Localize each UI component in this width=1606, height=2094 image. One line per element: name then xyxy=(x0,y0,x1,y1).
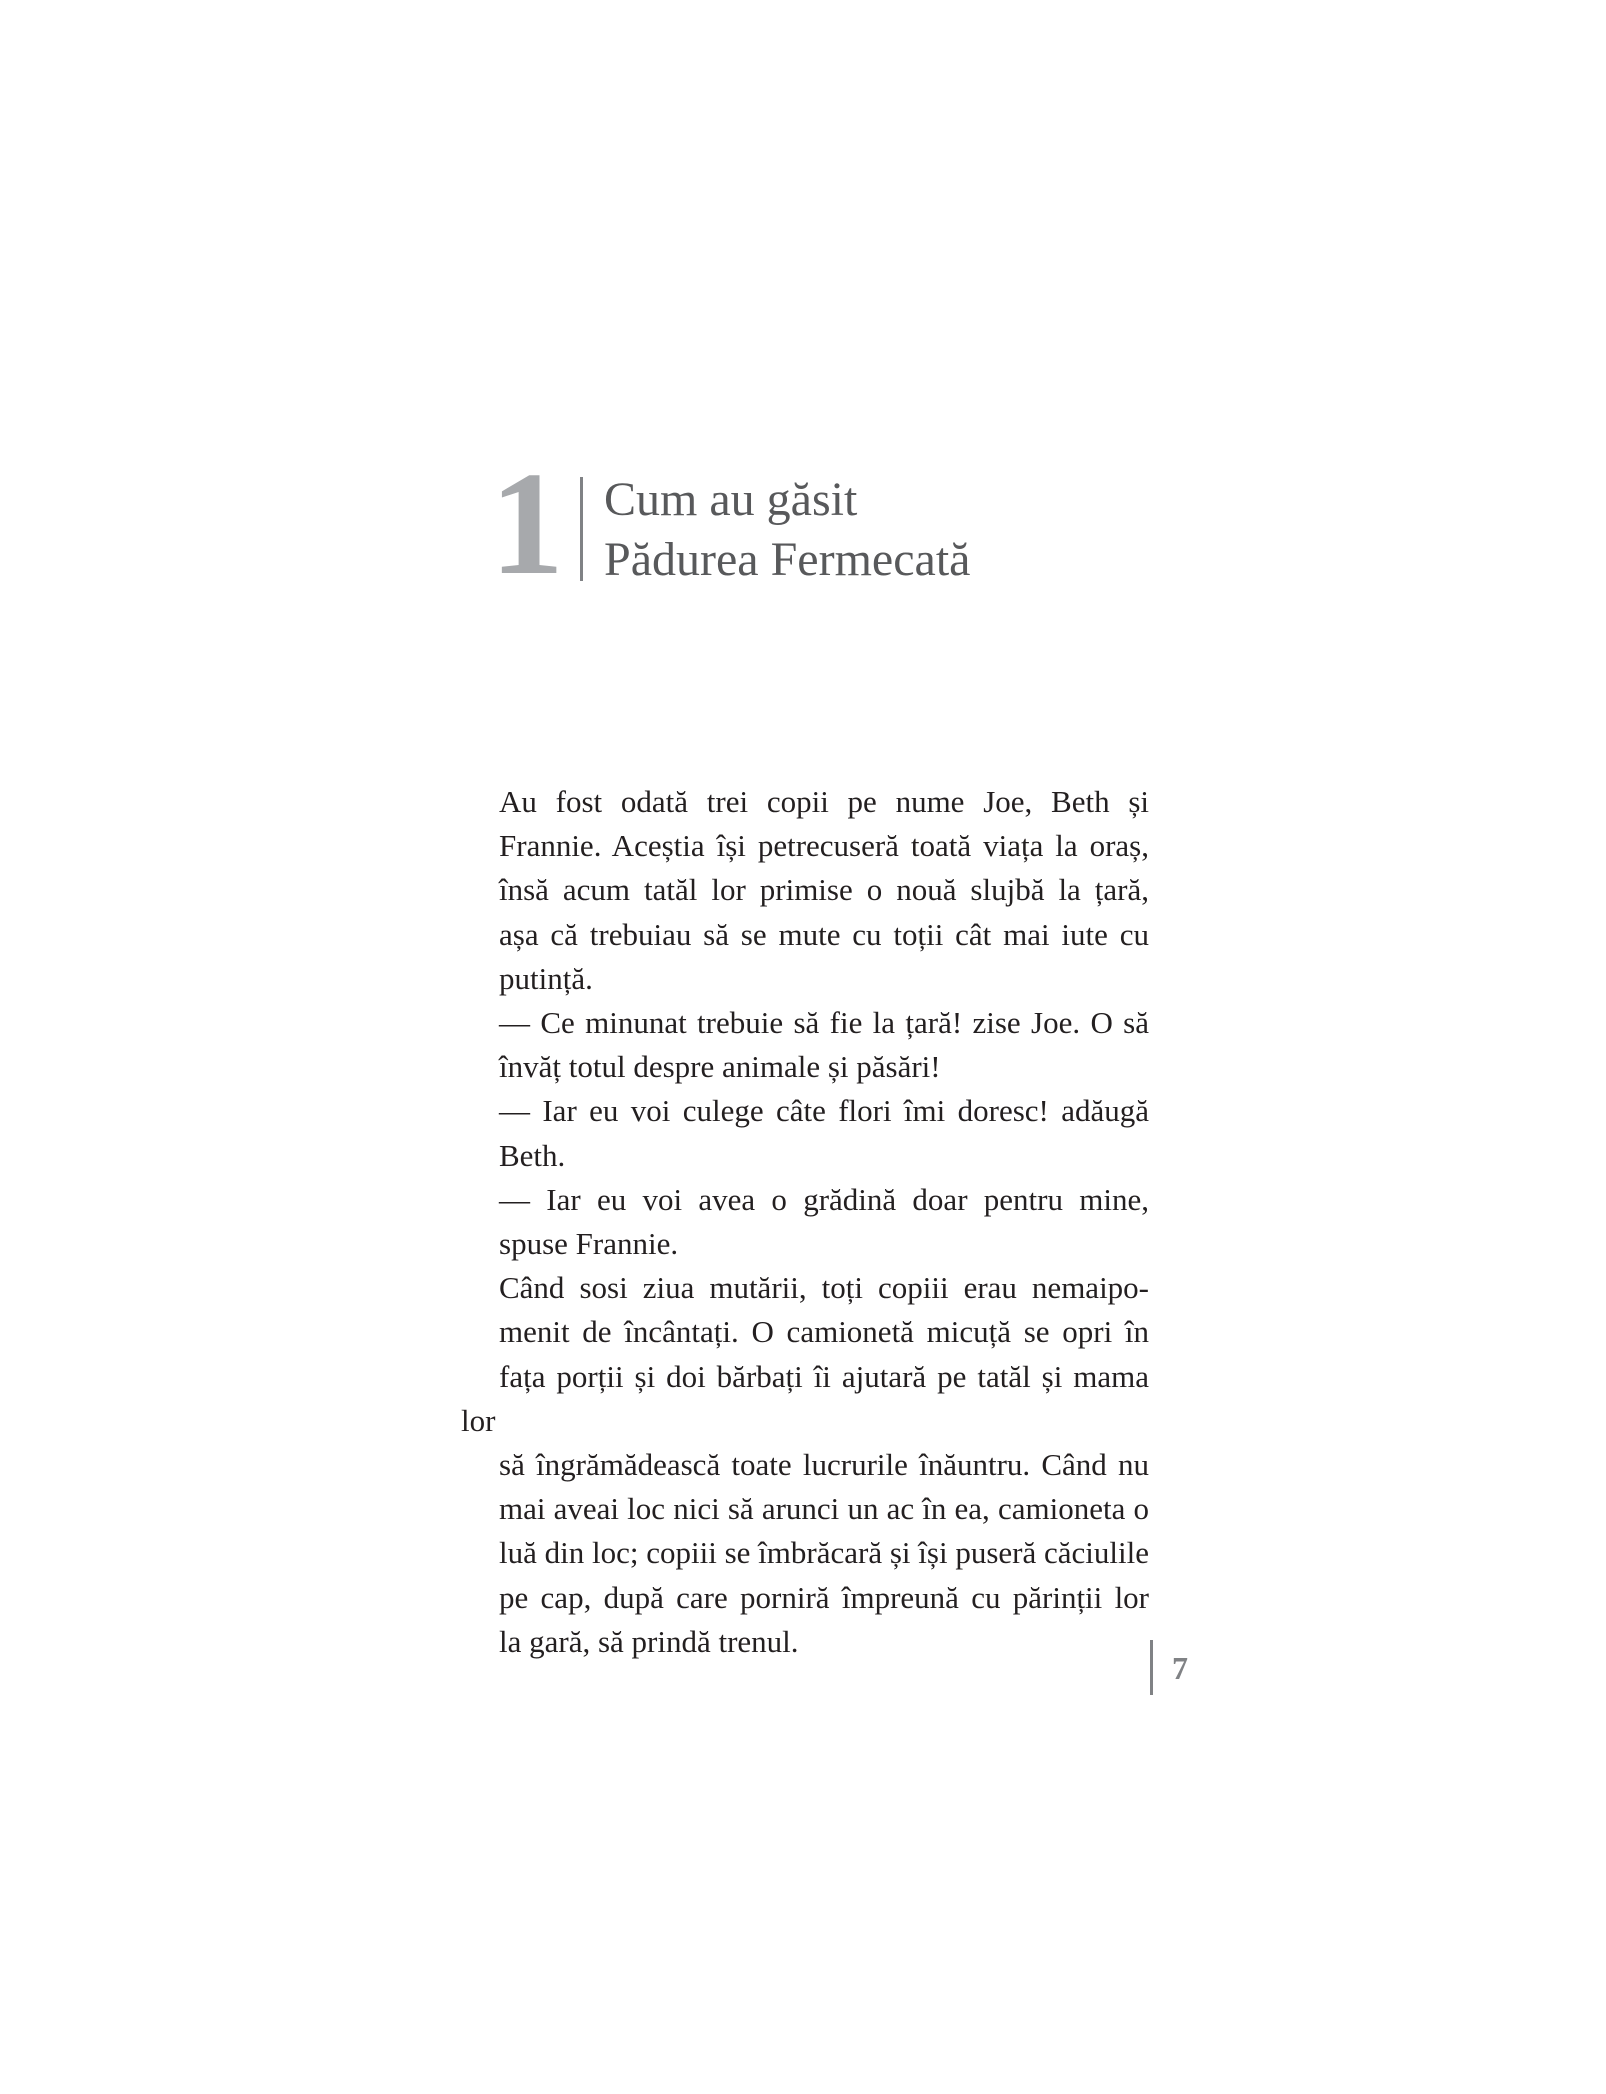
text-line: — Ce minunat trebuie să fie la țară! zise Joe. O să xyxy=(499,1005,1149,1041)
text-line: — Iar eu voi avea o grădină doar pentru mine, xyxy=(499,1181,1149,1217)
paragraph xyxy=(461,1266,1149,1664)
chapter-number: 1 xyxy=(490,442,564,606)
text-line: fața porții și doi bărbați îi ajutară pe tatăl și mama lor xyxy=(461,1358,1149,1438)
paragraph xyxy=(461,1178,1149,1266)
footer-divider xyxy=(1150,1640,1153,1695)
text-line: Beth. xyxy=(499,1137,566,1173)
text-line: spuse Frannie. xyxy=(499,1226,679,1262)
paragraph xyxy=(461,780,1149,1001)
text-line: putință. xyxy=(499,960,593,996)
text-line: învăț totul despre animale și păsări! xyxy=(499,1049,941,1085)
chapter-divider xyxy=(580,477,583,581)
chapter-title-line-1: Cum au găsit xyxy=(604,473,858,526)
page-footer xyxy=(1140,1640,1200,1700)
text-line: pe cap, după care porniră împreună cu părinții lor xyxy=(499,1579,1149,1615)
chapter-heading xyxy=(490,442,1090,606)
paragraph xyxy=(461,1089,1149,1177)
text-line: menit de încântați. O camionetă micuță se opri în xyxy=(499,1314,1149,1350)
page-number: 7 xyxy=(1172,1650,1188,1686)
text-line: așa că trebuiau să se mute cu toții cât mai iute cu xyxy=(499,916,1149,952)
text-line: să îngrămădească toate lucrurile înăuntru. Când nu xyxy=(499,1447,1149,1483)
text-line: la gară, să prindă trenul. xyxy=(499,1623,799,1659)
text-line: Au fost odată trei copii pe nume Joe, Beth și xyxy=(499,784,1149,819)
text-line: Frannie. Aceștia își petrecuseră toată viața la oraș, xyxy=(499,828,1149,864)
chapter-title-line-2: Pădurea Fermecată xyxy=(604,533,971,586)
body-text xyxy=(461,780,1149,1664)
chapter-title xyxy=(604,470,970,590)
text-line: luă din loc; copiii se îmbrăcară și își puseră căciulile xyxy=(499,1535,1149,1571)
text-line: Când sosi ziua mutării, toți copiii erau nemaipo- xyxy=(499,1270,1149,1306)
text-line: însă acum tatăl lor primise o nouă slujbă la țară, xyxy=(499,872,1149,908)
paragraph xyxy=(461,1001,1149,1089)
text-line: — Iar eu voi culege câte flori îmi doresc! adăugă xyxy=(499,1093,1149,1129)
text-line: mai aveai loc nici să arunci un ac în ea, camioneta o xyxy=(499,1491,1149,1527)
